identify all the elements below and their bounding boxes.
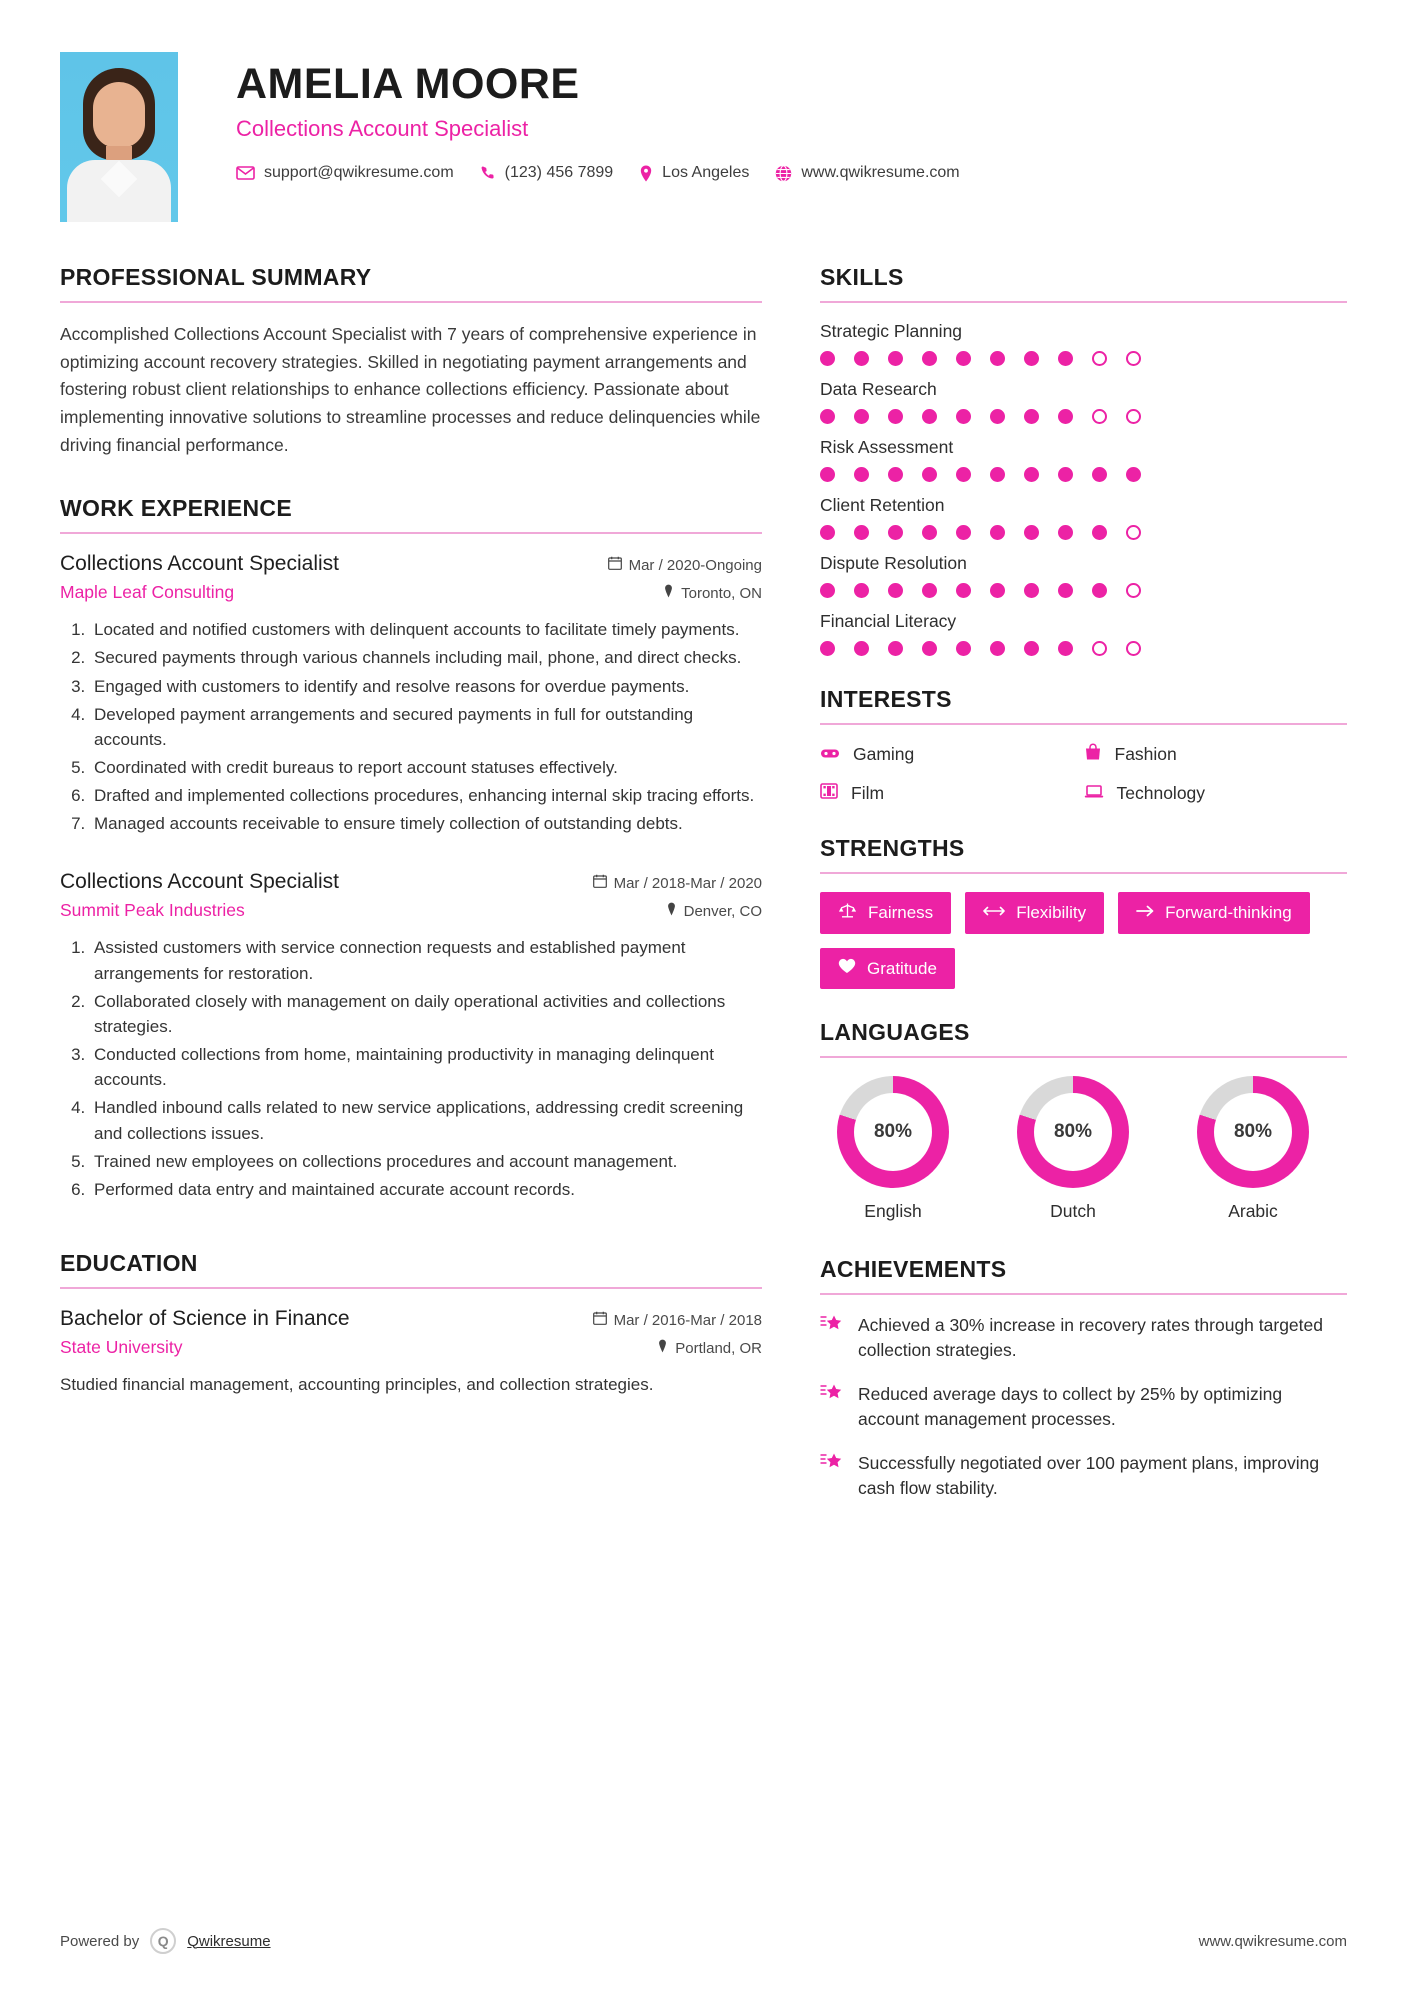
globe-icon: [775, 165, 792, 182]
company-name: Summit Peak Industries: [60, 900, 245, 921]
strength-chip: [1118, 892, 1310, 934]
rating-dot: [854, 583, 869, 598]
contact-website-text: www.qwikresume.com: [801, 164, 960, 182]
education-location: [657, 1339, 762, 1357]
right-column: [820, 264, 1347, 1519]
rating-dot: [1126, 467, 1141, 482]
skill-rating: [820, 351, 1347, 366]
calendar-icon: [593, 1311, 607, 1329]
list-item: 2. Secured payments through various channels including mail, phone, and direct checks.: [90, 645, 762, 670]
section-title-languages: LANGUAGES: [820, 1019, 970, 1045]
phone-icon: [480, 165, 496, 181]
skill-label: Dispute Resolution: [820, 553, 967, 573]
rating-dot: [956, 409, 971, 424]
rating-dot: [1024, 467, 1039, 482]
section-education: [60, 1250, 762, 1398]
school-name: State University: [60, 1337, 183, 1358]
star-badge-icon: [820, 1313, 844, 1364]
list-item: 1. Assisted customers with service connection requests and established payment arrangements for restoration.: [90, 935, 762, 985]
rating-dot: [854, 409, 869, 424]
rating-dot: [1024, 409, 1039, 424]
skill-label: Risk Assessment: [820, 437, 954, 457]
rating-dot-empty: [1126, 583, 1141, 598]
rating-dot: [1024, 583, 1039, 598]
rating-dot: [854, 641, 869, 656]
interest-label: Gaming: [853, 744, 915, 764]
list-item: 1. Located and notified customers with delinquent accounts to facilitate timely payments.: [90, 617, 762, 642]
list-item: 7. Managed accounts receivable to ensure timely collection of outstanding debts.: [90, 811, 762, 836]
section-strengths: [820, 835, 1347, 989]
skill-item: [820, 553, 1347, 598]
skill-rating: [820, 641, 1347, 656]
job-dates: [608, 556, 762, 574]
rating-dot: [922, 467, 937, 482]
job-bullets: [60, 617, 762, 836]
interest-item: [1084, 782, 1348, 805]
interest-item: [820, 782, 1084, 805]
rating-dot: [990, 583, 1005, 598]
rating-dot: [1058, 641, 1073, 656]
skill-rating: [820, 467, 1347, 482]
page-title: AMELIA MOORE: [236, 60, 580, 108]
education-description: Studied financial management, accounting principles, and collection strategies.: [60, 1375, 654, 1395]
job-location-text: Toronto, ON: [681, 584, 762, 602]
achievement-text: Successfully negotiated over 100 payment plans, improving cash flow stability.: [858, 1452, 1320, 1498]
contact-location: [639, 164, 749, 182]
header: [60, 40, 1347, 222]
rating-dot: [1058, 409, 1073, 424]
rating-dot: [888, 583, 903, 598]
divider: [820, 723, 1347, 725]
job-location: [666, 902, 762, 920]
language-label: English: [864, 1201, 922, 1221]
divider: [820, 1293, 1347, 1295]
skill-label: Financial Literacy: [820, 611, 957, 631]
language-item: [1180, 1076, 1326, 1222]
strength-chip: [965, 892, 1104, 934]
laptop-icon: [1084, 783, 1104, 804]
skill-item: [820, 379, 1347, 424]
rating-dot: [854, 467, 869, 482]
rating-dot: [854, 525, 869, 540]
mail-icon: [236, 166, 255, 180]
rating-dot: [922, 351, 937, 366]
job-location-text: Denver, CO: [683, 902, 762, 920]
rating-dot: [820, 641, 835, 656]
rating-dot: [1058, 525, 1073, 540]
skill-item: [820, 321, 1347, 366]
language-percent: 80%: [1034, 1093, 1112, 1171]
language-progress-ring: [1017, 1076, 1129, 1188]
gamepad-icon: [820, 744, 840, 765]
rating-dot: [1092, 583, 1107, 598]
rating-dot-empty: [1126, 641, 1141, 656]
interest-label: Technology: [1116, 783, 1206, 803]
rating-dot: [888, 525, 903, 540]
heart-icon: [838, 958, 856, 979]
list-item: 6. Drafted and implemented collections procedures, enhancing internal skip tracing efforts.: [90, 783, 762, 808]
rating-dot: [922, 583, 937, 598]
list-item: 5. Trained new employees on collections procedures and account management.: [90, 1149, 762, 1174]
work-item: [60, 552, 762, 836]
rating-dot: [956, 525, 971, 540]
section-title-education: EDUCATION: [60, 1250, 198, 1277]
contact-email[interactable]: [236, 164, 454, 182]
arrow-right-icon: [1136, 903, 1154, 923]
skill-rating: [820, 409, 1347, 424]
film-icon: [820, 782, 838, 805]
rating-dot: [922, 641, 937, 656]
contact-bar: [236, 164, 960, 182]
rating-dot: [888, 641, 903, 656]
skill-item: [820, 611, 1347, 656]
rating-dot: [956, 351, 971, 366]
achievement-item: [820, 1451, 1347, 1502]
rating-dot: [1058, 467, 1073, 482]
calendar-icon: [593, 874, 607, 892]
list-item: 5. Coordinated with credit bureaus to report account statuses effectively.: [90, 755, 762, 780]
job-dates-text: Mar / 2020-Ongoing: [628, 556, 762, 574]
job-title: Collections Account Specialist: [60, 870, 339, 894]
language-percent: 80%: [854, 1093, 932, 1171]
language-label: Arabic: [1228, 1201, 1278, 1221]
section-work-experience: [60, 495, 762, 1202]
achievement-text: Achieved a 30% increase in recovery rates through targeted collection strategies.: [858, 1315, 1323, 1361]
strength-chip: [820, 948, 955, 989]
education-dates-text: Mar / 2016-Mar / 2018: [613, 1311, 762, 1329]
skill-item: [820, 495, 1347, 540]
rating-dot: [990, 409, 1005, 424]
degree-title: Bachelor of Science in Finance: [60, 1307, 350, 1331]
section-achievements: [820, 1256, 1347, 1501]
rating-dot: [956, 641, 971, 656]
list-item: 4. Developed payment arrangements and secured payments in full for outstanding accounts.: [90, 702, 762, 752]
divider: [820, 301, 1347, 303]
language-item: [1000, 1076, 1146, 1222]
interest-item: [1084, 743, 1348, 766]
company-name: Maple Leaf Consulting: [60, 582, 235, 603]
contact-website[interactable]: [775, 164, 959, 182]
rating-dot: [990, 467, 1005, 482]
interest-label: Film: [851, 783, 885, 803]
rating-dot: [820, 583, 835, 598]
job-location: [663, 584, 762, 602]
left-column: [60, 264, 820, 1519]
rating-dot: [888, 409, 903, 424]
interest-label: Fashion: [1114, 744, 1177, 764]
divider: [60, 301, 762, 303]
language-label: Dutch: [1050, 1201, 1096, 1221]
achievement-item: [820, 1313, 1347, 1364]
rating-dot: [1024, 525, 1039, 540]
rating-dot: [820, 467, 835, 482]
achievement-item: [820, 1382, 1347, 1433]
job-dates: [593, 874, 762, 892]
education-location-text: Portland, OR: [675, 1339, 762, 1357]
rating-dot: [990, 641, 1005, 656]
contact-phone-text: (123) 456 7899: [504, 164, 614, 182]
rating-dot: [854, 351, 869, 366]
education-dates: [593, 1311, 762, 1329]
section-title-strengths: STRENGTHS: [820, 835, 965, 861]
section-title-interests: INTERESTS: [820, 686, 952, 712]
divider: [60, 1287, 762, 1289]
rating-dot: [990, 351, 1005, 366]
strength-label: Gratitude: [867, 958, 937, 978]
job-role-subtitle: Collections Account Specialist: [236, 116, 529, 142]
contact-email-text: support@qwikresume.com: [264, 164, 454, 182]
list-item: 4. Handled inbound calls related to new service applications, addressing credit screening and collections issues.: [90, 1095, 762, 1145]
rating-dot-empty: [1092, 641, 1107, 656]
divider: [820, 872, 1347, 874]
rating-dot: [820, 409, 835, 424]
section-title-achievements: ACHIEVEMENTS: [820, 1256, 1007, 1282]
divider: [60, 532, 762, 534]
rating-dot-empty: [1126, 409, 1141, 424]
scales-icon: [838, 902, 857, 924]
strength-chip: [820, 892, 951, 934]
strength-label: Flexibility: [1016, 903, 1087, 922]
rating-dot: [990, 525, 1005, 540]
rating-dot: [820, 525, 835, 540]
rating-dot: [820, 351, 835, 366]
rating-dot: [1092, 525, 1107, 540]
job-bullets: [60, 935, 762, 1202]
pin-icon: [666, 902, 677, 920]
work-item: [60, 870, 762, 1202]
arrows-horizontal-icon: [983, 903, 1005, 923]
contact-location-text: Los Angeles: [662, 164, 750, 182]
rating-dot: [888, 351, 903, 366]
contact-phone[interactable]: [480, 164, 614, 182]
location-pin-icon: [639, 165, 653, 182]
skill-label: Client Retention: [820, 495, 945, 515]
section-languages: [820, 1019, 1347, 1222]
star-badge-icon: [820, 1451, 844, 1502]
header-text: [178, 52, 960, 182]
calendar-icon: [608, 556, 622, 574]
section-title-skills: SKILLS: [820, 264, 904, 290]
body-columns: [60, 264, 1347, 1519]
powered-by-label: Powered by: [60, 1932, 140, 1950]
list-item: 3. Conducted collections from home, maintaining productivity in managing delinquent accounts.: [90, 1042, 762, 1092]
list-item: 3. Engaged with customers to identify and resolve reasons for overdue payments.: [90, 674, 762, 699]
section-professional-summary: [60, 264, 762, 459]
strength-label: Forward-thinking: [1165, 903, 1292, 922]
divider: [820, 1056, 1347, 1058]
rating-dot-empty: [1092, 351, 1107, 366]
strength-label: Fairness: [868, 903, 934, 922]
rating-dot-empty: [1092, 409, 1107, 424]
rating-dot: [922, 409, 937, 424]
job-title: Collections Account Specialist: [60, 552, 339, 576]
rating-dot: [956, 583, 971, 598]
footer: [60, 1928, 1347, 1954]
rating-dot: [1058, 583, 1073, 598]
pin-icon: [657, 1339, 668, 1357]
language-progress-ring: [837, 1076, 949, 1188]
interest-item: [820, 743, 1084, 766]
section-title-work: WORK EXPERIENCE: [60, 495, 292, 522]
avatar: [60, 52, 178, 222]
skill-label: Data Research: [820, 379, 937, 399]
skill-item: [820, 437, 1347, 482]
list-item: 6. Performed data entry and maintained accurate account records.: [90, 1177, 762, 1202]
language-progress-ring: [1197, 1076, 1309, 1188]
rating-dot: [956, 467, 971, 482]
skill-label: Strategic Planning: [820, 321, 963, 341]
rating-dot-empty: [1126, 351, 1141, 366]
language-percent: 80%: [1214, 1093, 1292, 1171]
section-interests: [820, 686, 1347, 805]
footer-website[interactable]: www.qwikresume.com: [1198, 1932, 1347, 1950]
summary-text: Accomplished Collections Account Specialist with 7 years of comprehensive experience in optimizing account recovery strategies. Skilled in negotiating payment arrangements and fostering robust client relationships to enhance collections efficiency. Passionate about implementing innovative solutions to streamline processes and reduce delinquencies while driving financial performance.: [60, 324, 761, 455]
brand-link[interactable]: Qwikresume: [187, 1932, 271, 1950]
rating-dot: [1024, 351, 1039, 366]
rating-dot: [1024, 641, 1039, 656]
rating-dot: [888, 467, 903, 482]
rating-dot: [922, 525, 937, 540]
pin-icon: [663, 584, 674, 602]
language-item: [820, 1076, 966, 1222]
rating-dot: [1058, 351, 1073, 366]
section-title-summary: PROFESSIONAL SUMMARY: [60, 264, 372, 290]
rating-dot-empty: [1126, 525, 1141, 540]
job-dates-text: Mar / 2018-Mar / 2020: [613, 874, 762, 892]
section-skills: [820, 264, 1347, 656]
skill-rating: [820, 583, 1347, 598]
rating-dot: [1092, 467, 1107, 482]
qwikresume-logo-icon: Q: [150, 1928, 176, 1954]
bag-icon: [1084, 743, 1102, 766]
star-badge-icon: [820, 1382, 844, 1433]
list-item: 2. Collaborated closely with management on daily operational activities and collections strategies.: [90, 989, 762, 1039]
skill-rating: [820, 525, 1347, 540]
achievement-text: Reduced average days to collect by 25% by optimizing account management processes.: [858, 1383, 1283, 1430]
